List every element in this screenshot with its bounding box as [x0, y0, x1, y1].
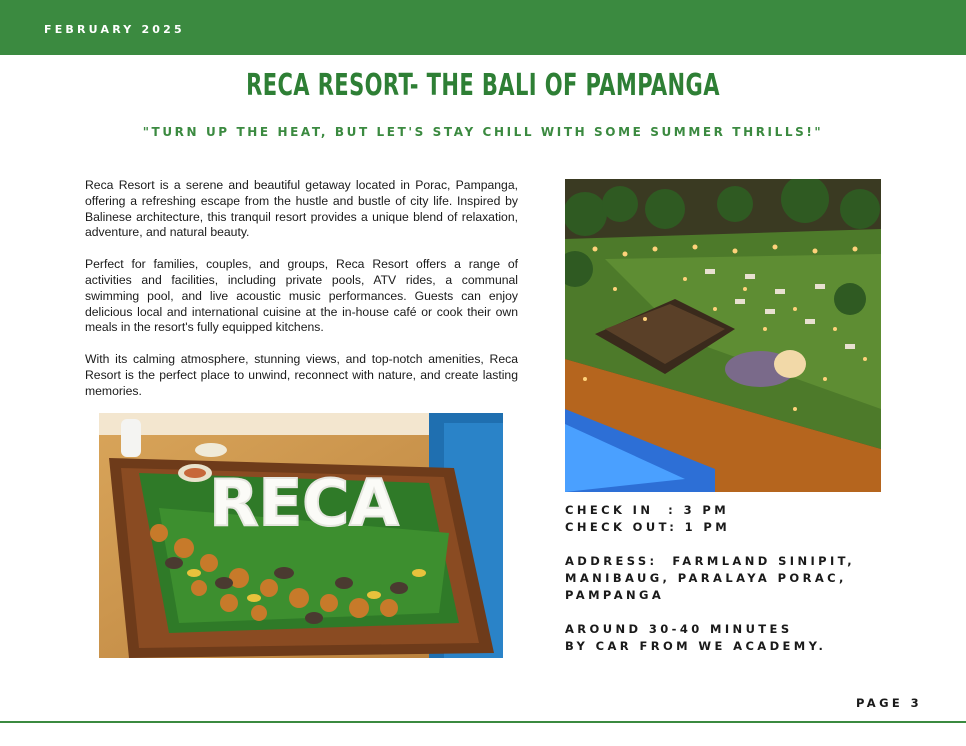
address-line: PAMPANGA [565, 588, 665, 602]
travel-time-line: AROUND 30-40 MINUTES [565, 622, 793, 636]
footer-rule [0, 721, 966, 723]
article-title: RECA RESORT- THE BALI OF PAMPANGA [246, 68, 720, 103]
article-tagline: "TURN UP THE HEAT, BUT LET'S STAY CHILL WITH SOME SUMMER THRILLS!" [142, 125, 824, 139]
tray-rice-lettering: RECA [209, 467, 399, 541]
check-out-time: CHECK OUT: 1 PM [565, 520, 731, 534]
address-line: MANIBAUG, PARALAYA PORAC, [565, 571, 847, 585]
body-paragraph: Reca Resort is a serene and beautiful getaway located in Porac, Pampanga, offering a refreshing escape from the hustle and bustle of city life. Inspired by Balinese architecture, this tranquil resort provides a unique blend of relaxation, adventure, and natural beauty. [85, 178, 518, 240]
address-line: ADDRESS: FARMLAND SINIPIT, [565, 554, 856, 568]
issue-date: FEBRUARY 2025 [44, 23, 185, 36]
page-number: PAGE 3 [856, 696, 922, 710]
resort-night-photo [565, 179, 881, 492]
resort-details [565, 502, 925, 655]
check-in-time: CHECK IN : 3 PM [565, 503, 730, 517]
article-body [85, 178, 518, 416]
travel-time-line: BY CAR FROM WE ACADEMY. [565, 639, 827, 653]
body-paragraph: With its calming atmosphere, stunning views, and top-notch amenities, Reca Resort is the perfect place to unwind, reconnect with nature, and create lasting memories. [85, 352, 518, 398]
food-tray-photo [99, 413, 503, 658]
body-paragraph: Perfect for families, couples, and groups, Reca Resort offers a range of activities and facilities, including private pools, ATV rides, a communal swimming pool, and live acoustic music performances. Guests can enjoy delicious local and international cuisine at the in-house café or cook their own meals in the resort's fully equipped kitchens. [85, 257, 518, 335]
